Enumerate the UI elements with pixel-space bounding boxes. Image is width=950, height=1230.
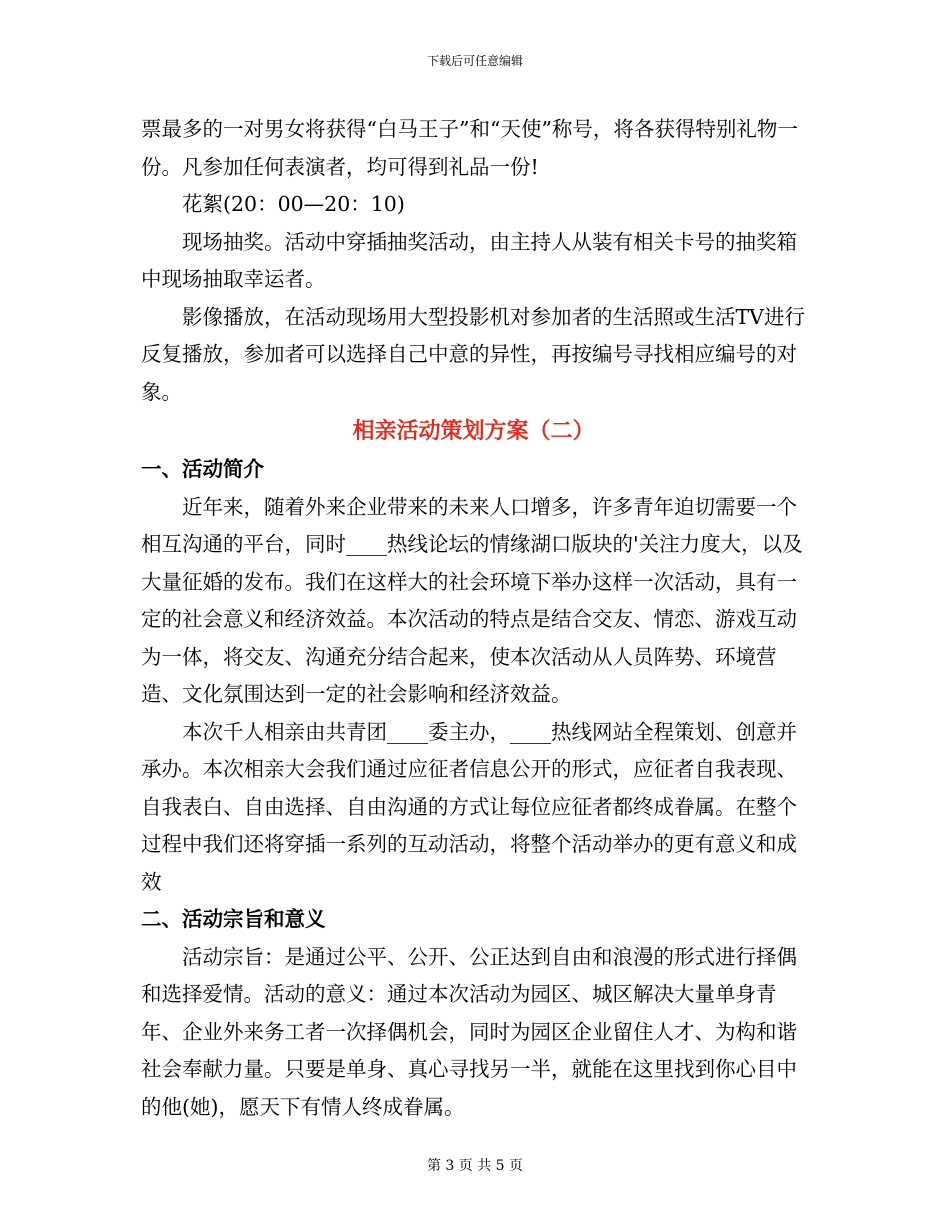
lottery-paragraph: 现场抽奖。活动中穿插抽奖活动，由主持人从装有相关卡号的抽奖箱中现场抽取幸运者。	[141, 229, 797, 291]
intro-paragraph: 票最多的一对男女将获得“白马王子”和“天使”称号，将各获得特别礼物一份。凡参加任何表演者，均可得到礼品一份!	[141, 117, 798, 179]
huaxu-line: 花絮(20：00—20：10)	[182, 192, 405, 216]
purpose-paragraph: 活动宗旨：是通过公平、公开、公正达到自由和浪漫的形式进行择偶和选择爱情。活动的意义：通过本次活动为园区、城区解决大量单身青年、企业外来务工者一次择偶机会，同时为园区企业留住人才、为构和谐社会奉献力量。只要是单身、真心寻找另一半，就能在这里找到你心目中的他(她)，愿天下有情人终成眷属。	[141, 944, 797, 1119]
activity-intro-paragraph: 近年来，随着外来企业带来的未来人口增多，许多青年迫切需要一个相互沟通的平台，同时____热线论坛的情缘湖口版块的'关注力度大，以及大量征婚的发布。我们在这样大的社会环境下举办这样一次活动，具有一定的社会意义和经济效益。本次活动的特点是结合交友、情恋、游戏互动为一体，将交友、沟通充分结合起来，使本次活动从人员阵势、环境营造、文化氛围达到一定的社会影响和经济效益。	[141, 494, 803, 706]
page-footer: 第 3 页 共 5 页	[426, 1158, 524, 1174]
section-title: 相亲活动策划方案（二）	[352, 418, 595, 444]
heading-activity-intro: 一、活动简介	[141, 457, 264, 481]
video-paragraph: 影像播放，在活动现场用大型投影机对参加者的生活照或生活TV进行反复播放，参加者可以选择自己中意的异性，再按编号寻找相应编号的对象。	[141, 304, 805, 404]
page-header: 下载后可任意编辑	[426, 54, 523, 68]
document-body	[141, 111, 806, 1126]
organizer-paragraph: 本次千人相亲由共青团____委主办，____热线网站全程策划、创意并承办。本次相亲大会我们通过应征者信息公开的形式，应征者自我表现、自我表白、自由选择、自由沟通的方式让每位应征者都终成眷属。在整个过程中我们还将穿插一系列的互动活动，将整个活动举办的更有意义和成效	[141, 719, 797, 894]
heading-purpose: 二、活动宗旨和意义	[141, 907, 326, 931]
